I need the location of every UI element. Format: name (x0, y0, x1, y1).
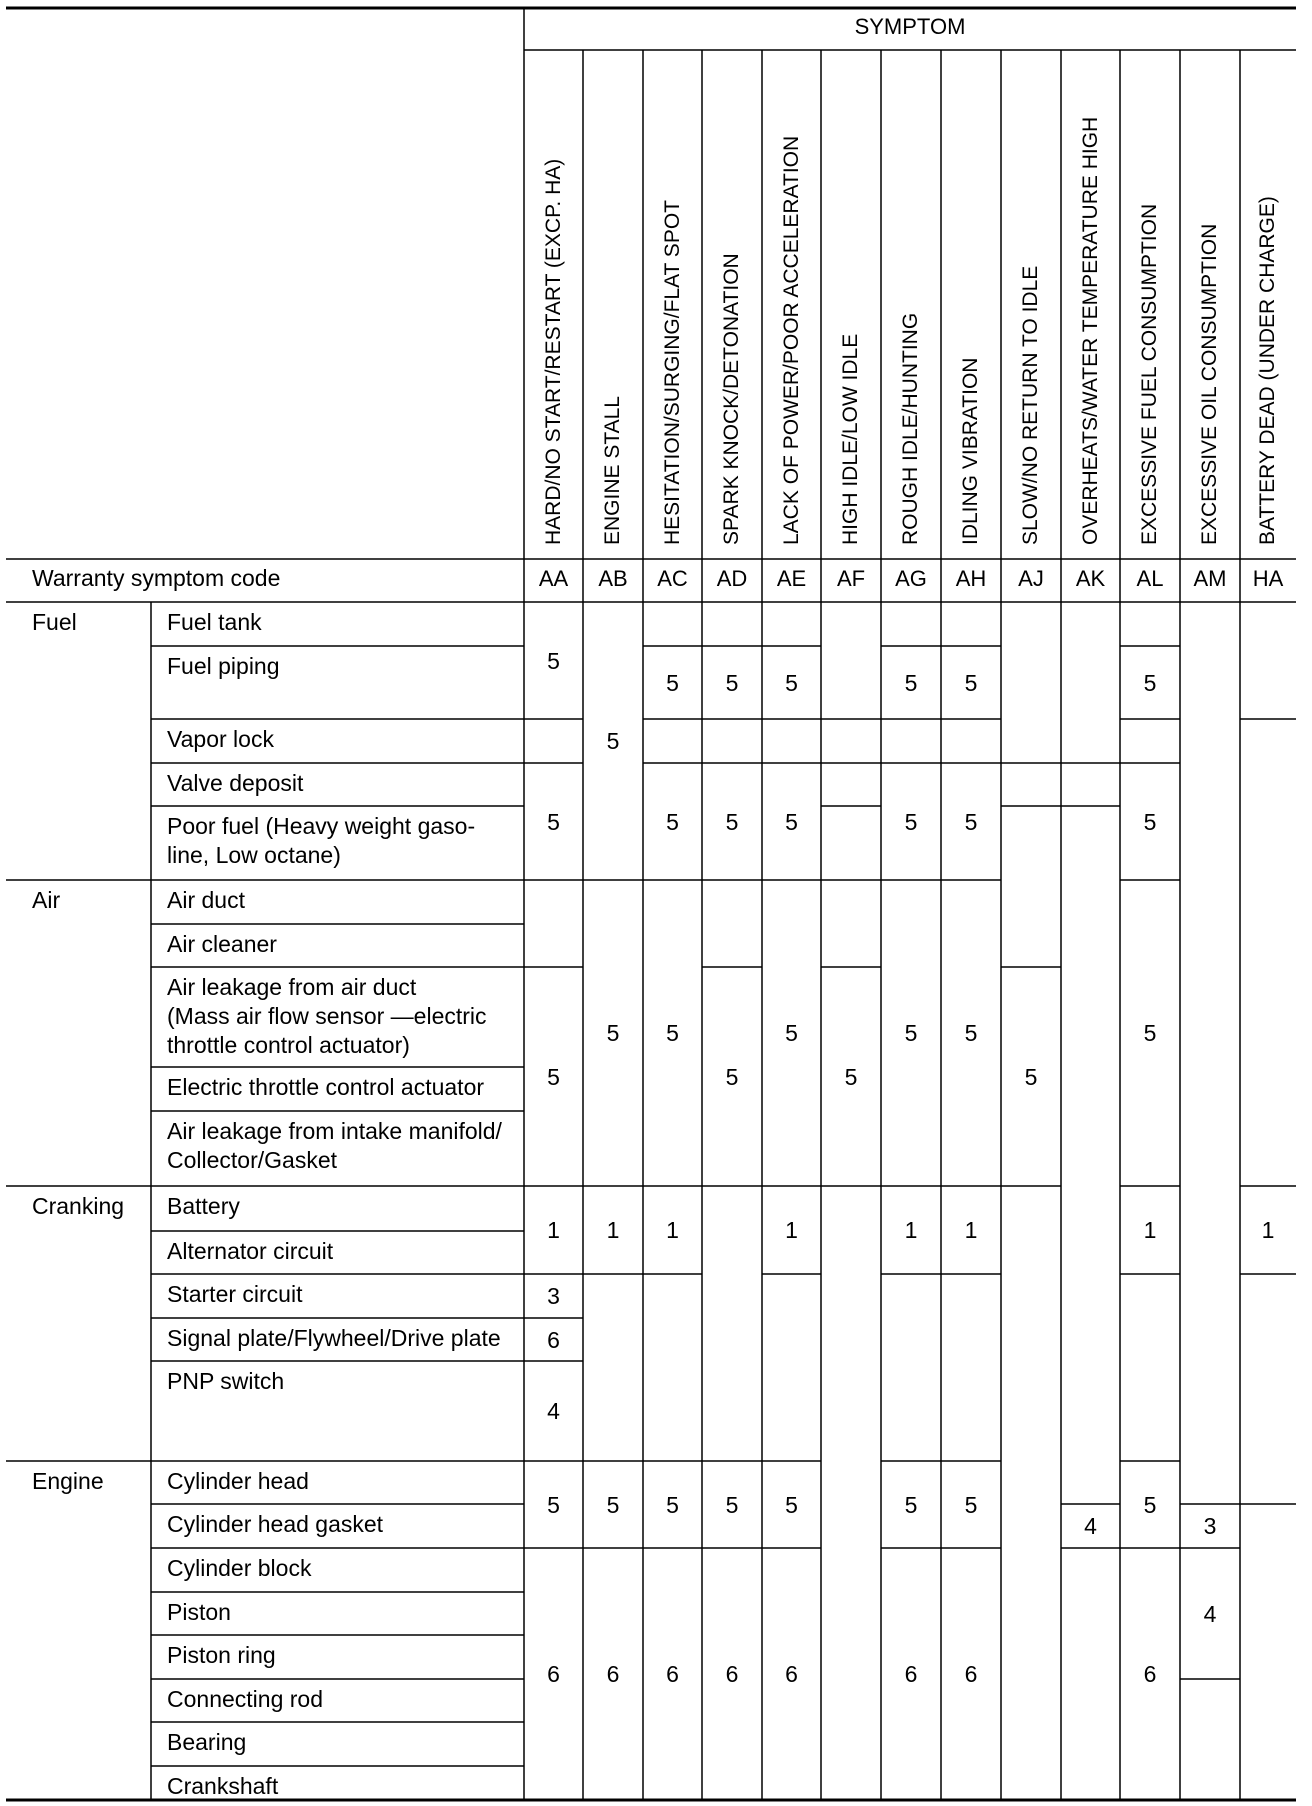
symptom-value: 6 (547, 1661, 560, 1687)
symptom-value: 5 (666, 669, 679, 696)
symptom-value: 5 (725, 808, 739, 835)
part-item: Bearing (167, 1729, 247, 1755)
symptom-value: 1 (547, 1217, 560, 1243)
symptom-value: 1 (606, 1217, 620, 1243)
symptom-value: 5 (1143, 808, 1157, 835)
symptom-value: 5 (666, 1020, 679, 1046)
symptom-value: 5 (606, 1491, 620, 1518)
symptom-value: 1 (1261, 1217, 1275, 1243)
category-name: Fuel (32, 609, 77, 635)
symptom-value: 5 (547, 1491, 560, 1518)
part-item: Poor fuel (Heavy weight gaso- line, Low octane) (167, 813, 476, 868)
symptom-value: 5 (1143, 669, 1157, 696)
symptom-value: 1 (964, 1217, 978, 1243)
symptom-code: AJ (1018, 566, 1044, 591)
part-item: Electric throttle control actuator (167, 1074, 485, 1100)
symptom-label: HESITATION/SURGING/FLAT SPOT (660, 200, 684, 545)
warranty-symptom-code-label: Warranty symptom code (32, 565, 281, 591)
symptom-code: AM (1193, 566, 1227, 591)
symptom-code: AG (895, 566, 927, 591)
symptom-label: HIGH IDLE/LOW IDLE (839, 333, 862, 545)
symptom-value: 5 (1143, 1020, 1157, 1046)
part-item: Air leakage from intake manifold/ Collector/Gasket (167, 1118, 502, 1173)
symptom-value: 5 (904, 1020, 918, 1046)
symptom-code: HA (1252, 566, 1284, 591)
symptom-label: EXCESSIVE OIL CONSUMPTION (1198, 223, 1221, 545)
symptom-label: HARD/NO START/RESTART (EXCP. HA) (541, 158, 565, 545)
symptom-code: AB (598, 566, 628, 591)
symptom-value: 5 (904, 808, 918, 835)
part-item: Signal plate/Flywheel/Drive plate (167, 1325, 501, 1351)
symptom-label: LACK OF POWER/POOR ACCELERATION (779, 135, 803, 545)
part-item: Starter circuit (167, 1281, 303, 1307)
symptom-label: EXCESSIVE FUEL CONSUMPTION (1138, 203, 1161, 545)
symptom-value: 1 (1143, 1217, 1157, 1243)
symptom-value: 5 (725, 1063, 739, 1090)
symptom-value: 5 (785, 1020, 798, 1046)
symptom-value: 5 (785, 1491, 798, 1518)
symptom-label: IDLING VIBRATION (959, 357, 982, 545)
symptom-label: OVERHEATS/WATER TEMPERATURE HIGH (1078, 116, 1102, 545)
symptom-label: SPARK KNOCK/DETONATION (720, 253, 743, 545)
part-item: Battery (167, 1193, 240, 1219)
symptom-value: 5 (606, 728, 620, 754)
symptom-value: 6 (1143, 1661, 1157, 1687)
symptom-value: 5 (547, 808, 560, 835)
symptom-value: 5 (1143, 1491, 1157, 1518)
symptom-value: 5 (964, 1491, 978, 1518)
part-item: Connecting rod (167, 1686, 323, 1712)
category-name: Cranking (32, 1193, 125, 1219)
symptom-value: 6 (785, 1661, 798, 1687)
symptom-value: 5 (844, 1063, 858, 1090)
symptom-value: 5 (725, 669, 739, 696)
part-item: Vapor lock (167, 726, 274, 752)
symptom-value: 5 (785, 808, 798, 835)
symptom-code: AA (538, 566, 569, 591)
symptom-value: 5 (1024, 1063, 1038, 1090)
symptom-value: 4 (1084, 1513, 1097, 1539)
part-item: Fuel tank (167, 609, 262, 635)
part-item: Cylinder head (167, 1468, 309, 1494)
part-item: Cylinder block (167, 1555, 312, 1581)
symptom-value: 5 (964, 808, 978, 835)
part-item: Cylinder head gasket (167, 1511, 384, 1537)
part-item: Piston ring (167, 1642, 276, 1668)
symptom-code: AK (1075, 566, 1106, 591)
part-item: Piston (167, 1599, 231, 1625)
symptom-value: 5 (725, 1491, 739, 1518)
symptom-code: AF (836, 566, 866, 591)
symptom-code: AC (657, 566, 688, 591)
part-item: Crankshaft (167, 1773, 279, 1799)
part-item: Air duct (167, 887, 245, 913)
symptom-value: 5 (964, 1020, 978, 1046)
symptom-value: 5 (904, 1491, 918, 1518)
symptom-value: 6 (666, 1661, 679, 1687)
symptom-label: ROUGH IDLE/HUNTING (899, 312, 922, 545)
symptom-value: 6 (725, 1661, 739, 1687)
part-item: Air leakage from air duct (Mass air flow sensor —electric throttle control actuator) (167, 974, 487, 1058)
symptom-value: 1 (904, 1217, 918, 1243)
symptom-value: 5 (666, 808, 679, 835)
part-item: Valve deposit (167, 770, 304, 796)
symptom-code: AD (716, 566, 748, 591)
part-item: Fuel piping (167, 653, 280, 679)
part-item: PNP switch (167, 1368, 285, 1394)
symptom-code: AL (1136, 566, 1164, 591)
symptom-value: 3 (547, 1283, 560, 1309)
symptom-value: 5 (547, 647, 560, 674)
symptom-label: ENGINE STALL (601, 396, 624, 545)
symptom-label: SLOW/NO RETURN TO IDLE (1019, 265, 1042, 545)
symptom-value: 3 (1203, 1513, 1217, 1539)
symptom-code: AH (955, 566, 987, 591)
symptom-value: 4 (547, 1398, 560, 1424)
part-item: Alternator circuit (167, 1238, 334, 1264)
symptom-label: BATTERY DEAD (UNDER CHARGE) (1256, 196, 1279, 545)
category-name: Air (32, 887, 61, 913)
category-name: Engine (32, 1468, 104, 1494)
part-item: Air cleaner (167, 931, 277, 957)
symptom-value: 6 (964, 1661, 978, 1687)
symptom-value: 5 (904, 669, 918, 696)
symptom-header: SYMPTOM (854, 14, 966, 39)
symptom-value: 6 (606, 1661, 620, 1687)
symptom-value: 1 (785, 1217, 798, 1243)
symptom-value: 6 (904, 1661, 918, 1687)
symptom-value: 5 (666, 1491, 679, 1518)
symptom-value: 5 (547, 1063, 560, 1090)
symptom-value: 1 (666, 1217, 679, 1243)
symptom-code: AE (776, 566, 807, 591)
symptom-value: 5 (964, 669, 978, 696)
symptom-value: 5 (606, 1020, 620, 1046)
symptom-value: 6 (547, 1326, 560, 1353)
symptom-value: 4 (1203, 1600, 1217, 1627)
symptom-value: 5 (785, 669, 798, 696)
